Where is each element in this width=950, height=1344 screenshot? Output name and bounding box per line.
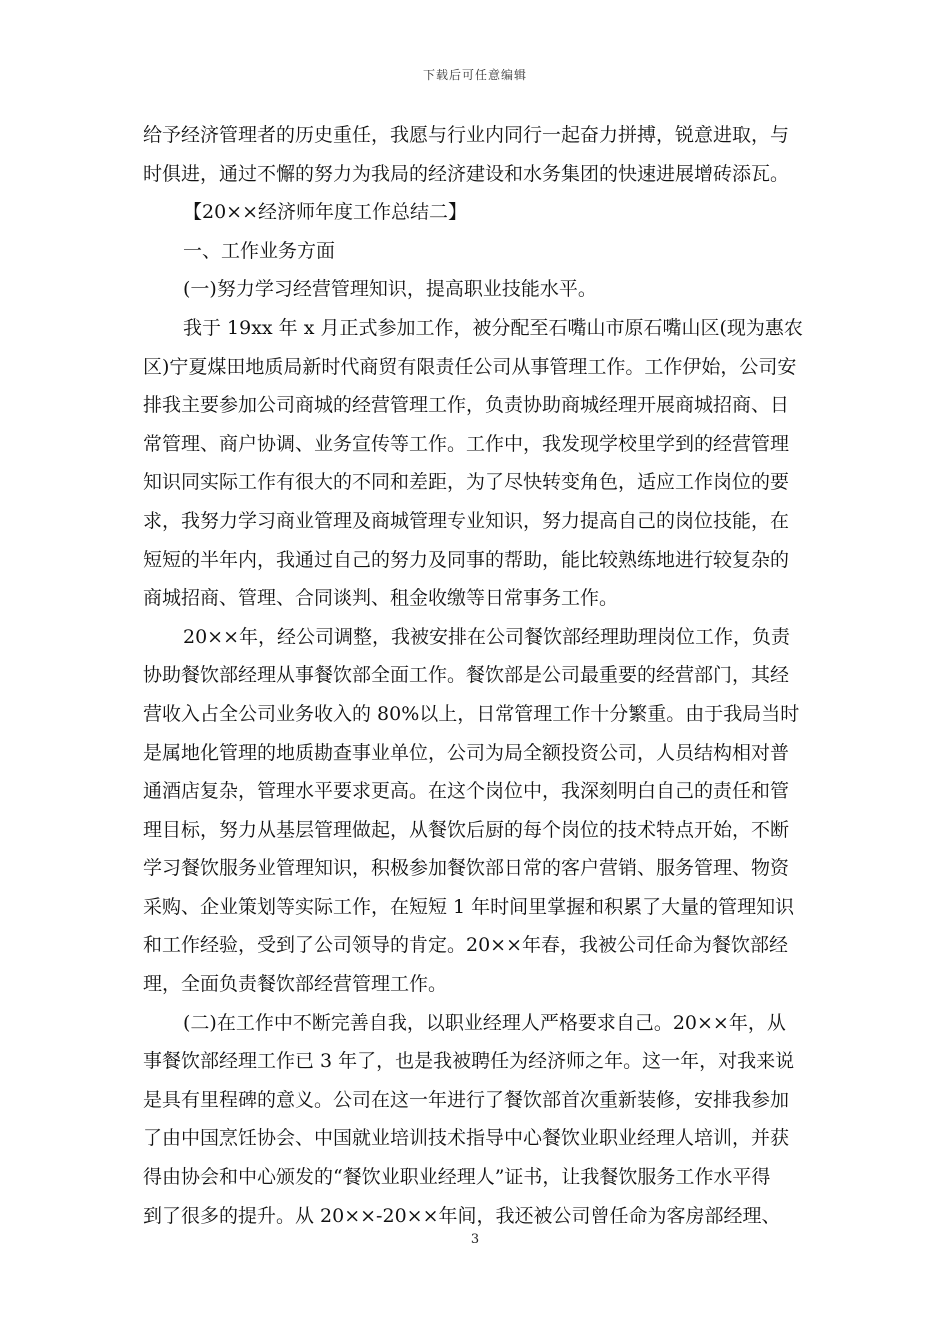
text-line: (二)在工作中不断完善自我，以职业经理人严格要求自己。20××年，从 <box>183 1011 786 1034</box>
text-line: 营收入占全公司业务收入的 80%以上，日常管理工作十分繁重。由于我局当时 <box>143 702 800 725</box>
text-line: 常管理、商户协调、业务宣传等工作。工作中，我发现学校里学到的经营管理 <box>143 432 790 455</box>
text-line: 采购、企业策划等实际工作，在短短 1 年时间里掌握和积累了大量的管理知识 <box>143 895 795 918</box>
document-body <box>143 116 809 1235</box>
text-line: (一)努力学习经营管理知识，提高职业技能水平。 <box>183 278 597 301</box>
text-line: 求，我努力学习商业管理及商城管理专业知识，努力提高自己的岗位技能，在 <box>143 509 790 532</box>
text-line: 时俱进，通过不懈的努力为我局的经济建设和水务集团的快速进展增砖添瓦。 <box>143 162 790 185</box>
text-line: 一、工作业务方面 <box>183 239 336 262</box>
text-line: 短短的半年内，我通过自己的努力及同事的帮助，能比较熟练地进行较复杂的 <box>143 548 790 571</box>
text-line: 排我主要参加公司商城的经营管理工作，负责协助商城经理开展商城招商、日 <box>143 394 790 417</box>
text-line: 事餐饮部经理工作已 3 年了，也是我被聘任为经济师之年。这一年，对我来说 <box>143 1050 795 1073</box>
text-line: 理目标，努力从基层管理做起，从餐饮后厨的每个岗位的技术特点开始，不断 <box>143 818 790 841</box>
text-line: 通酒店复杂，管理水平要求更高。在这个岗位中，我深刻明白自己的责任和管 <box>143 780 790 803</box>
text-line: 20××年，经公司调整，我被安排在公司餐饮部经理助理岗位工作，负责 <box>183 625 791 648</box>
text-line: 是具有里程碑的意义。公司在这一年进行了餐饮部首次重新装修，安排我参加 <box>143 1088 790 1111</box>
text-line: 给予经济管理者的历史重任，我愿与行业内同行一起奋力拼搏，锐意进取，与 <box>143 124 790 146</box>
text-line: 和工作经验，受到了公司领导的肯定。20××年春，我被公司任命为餐饮部经 <box>143 934 789 957</box>
text-line: 知识同实际工作有很大的不同和差距，为了尽快转变角色，适应工作岗位的要 <box>143 471 790 494</box>
text-line: 了由中国烹饪协会、中国就业培训技术指导中心餐饮业职业经理人培训，并获 <box>143 1127 790 1150</box>
text-line: 得由协会和中心颁发的“餐饮业职业经理人”证书，让我餐饮服务工作水平得 <box>143 1166 771 1189</box>
text-line: 区)宁夏煤田地质局新时代商贸有限责任公司从事管理工作。工作伊始，公司安 <box>143 355 797 378</box>
text-line: 商城招商、管理、合同谈判、租金收缴等日常事务工作。 <box>143 587 619 610</box>
text-line: 协助餐饮部经理从事餐饮部全面工作。餐饮部是公司最重要的经营部门，其经 <box>143 664 790 687</box>
text-line: 理，全面负责餐饮部经营管理工作。 <box>143 973 448 996</box>
text-line: 是属地化管理的地质勘查事业单位，公司为局全额投资公司，人员结构相对普 <box>143 741 790 764</box>
page-number: 3 <box>470 1232 480 1247</box>
text-line: 到了很多的提升。从 20××-20××年间，我还被公司曾任命为客房部经理、 <box>143 1204 781 1227</box>
text-line: 【20××经济师年度工作总结二】 <box>183 201 468 224</box>
text-line: 我于 19xx 年 x 月正式参加工作，被分配至石嘴山市原石嘴山区(现为惠农 <box>183 316 803 339</box>
text-line: 学习餐饮服务业管理知识，积极参加餐饮部日常的客户营销、服务管理、物资 <box>143 857 790 880</box>
page-header: 下载后可任意编辑 <box>422 68 527 82</box>
